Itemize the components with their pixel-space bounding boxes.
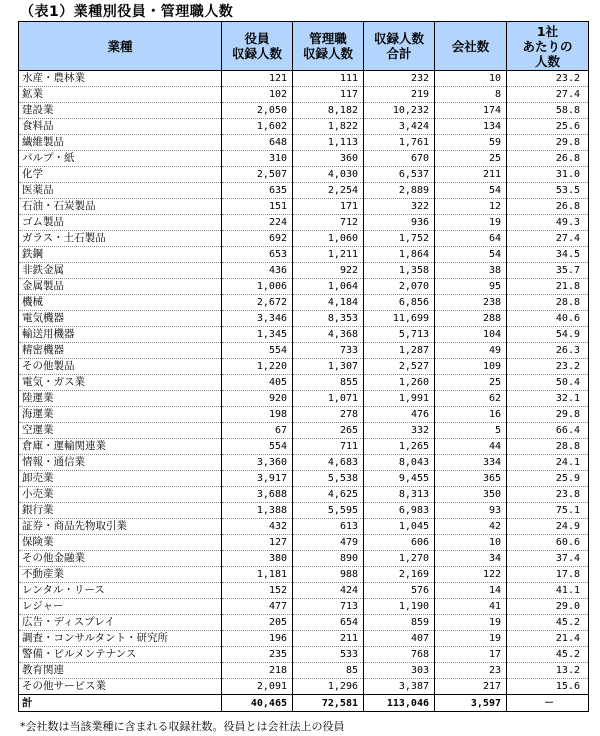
- companies-cell: 16: [435, 407, 507, 423]
- table-row: [19, 407, 589, 423]
- per-company-cell: 26.8: [507, 199, 589, 215]
- managers-cell: 117: [293, 87, 364, 103]
- managers-cell: 479: [293, 535, 364, 551]
- industry-cell: 空運業: [19, 423, 222, 439]
- header-officers: 役員 収録人数: [222, 22, 293, 71]
- officers-cell: 1,181: [222, 567, 293, 583]
- officers-cell: 102: [222, 87, 293, 103]
- table-row: [19, 199, 589, 215]
- table-row: [19, 231, 589, 247]
- per-company-cell: 26.3: [507, 343, 589, 359]
- companies-cell: 288: [435, 311, 507, 327]
- header-row: [19, 22, 589, 71]
- industry-cell: 鉱業: [19, 87, 222, 103]
- table-row: [19, 247, 589, 263]
- total-cell: 5,713: [364, 327, 435, 343]
- officers-cell: 3,346: [222, 311, 293, 327]
- managers-cell: 424: [293, 583, 364, 599]
- managers-cell: 988: [293, 567, 364, 583]
- officers-cell: 218: [222, 663, 293, 679]
- companies-cell: 95: [435, 279, 507, 295]
- companies-cell: 334: [435, 455, 507, 471]
- officers-cell: 653: [222, 247, 293, 263]
- managers-cell: 1,211: [293, 247, 364, 263]
- per-company-cell: 35.7: [507, 263, 589, 279]
- officers-cell: 477: [222, 599, 293, 615]
- companies-cell: 109: [435, 359, 507, 375]
- industry-cell: 銀行業: [19, 503, 222, 519]
- industry-cell: パルプ・紙: [19, 151, 222, 167]
- table-row: [19, 471, 589, 487]
- managers-cell: 4,030: [293, 167, 364, 183]
- companies-cell: 62: [435, 391, 507, 407]
- managers-cell: 171: [293, 199, 364, 215]
- managers-cell: 533: [293, 647, 364, 663]
- total-cell: 407: [364, 631, 435, 647]
- companies-cell: 17: [435, 647, 507, 663]
- total-cell: 576: [364, 583, 435, 599]
- managers-cell: 360: [293, 151, 364, 167]
- officers-cell: 648: [222, 135, 293, 151]
- managers-cell: 8,353: [293, 311, 364, 327]
- per-company-cell: 66.4: [507, 423, 589, 439]
- total-companies: 3,597: [435, 695, 507, 712]
- officers-cell: 224: [222, 215, 293, 231]
- companies-cell: 54: [435, 247, 507, 263]
- managers-cell: 922: [293, 263, 364, 279]
- total-cell: 2,527: [364, 359, 435, 375]
- industry-cell: 卸売業: [19, 471, 222, 487]
- officers-cell: 2,050: [222, 103, 293, 119]
- managers-cell: 5,538: [293, 471, 364, 487]
- companies-cell: 59: [435, 135, 507, 151]
- total-cell: 1,260: [364, 375, 435, 391]
- total-cell: 1,761: [364, 135, 435, 151]
- table-row: [19, 311, 589, 327]
- companies-cell: 5: [435, 423, 507, 439]
- table-row: [19, 615, 589, 631]
- officers-cell: 692: [222, 231, 293, 247]
- per-company-cell: 27.4: [507, 87, 589, 103]
- per-company-cell: 29.8: [507, 407, 589, 423]
- total-cell: 8,313: [364, 487, 435, 503]
- officers-cell: 554: [222, 343, 293, 359]
- managers-cell: 5,595: [293, 503, 364, 519]
- per-company-cell: 45.2: [507, 647, 589, 663]
- per-company-cell: 34.5: [507, 247, 589, 263]
- header-companies: 会社数: [435, 22, 507, 71]
- table-row: [19, 183, 589, 199]
- officers-cell: 920: [222, 391, 293, 407]
- total-cell: 859: [364, 615, 435, 631]
- table-row: [19, 647, 589, 663]
- table-row: [19, 215, 589, 231]
- per-company-cell: 41.1: [507, 583, 589, 599]
- managers-cell: 1,113: [293, 135, 364, 151]
- per-company-cell: 23.2: [507, 359, 589, 375]
- managers-cell: 711: [293, 439, 364, 455]
- table-row: [19, 295, 589, 311]
- per-company-cell: 23.8: [507, 487, 589, 503]
- companies-cell: 10: [435, 535, 507, 551]
- total-cell: 1,864: [364, 247, 435, 263]
- industry-cell: 建設業: [19, 103, 222, 119]
- officers-cell: 235: [222, 647, 293, 663]
- managers-cell: 1,307: [293, 359, 364, 375]
- industry-cell: 食料品: [19, 119, 222, 135]
- total-cell: 1,270: [364, 551, 435, 567]
- total-cell: 606: [364, 535, 435, 551]
- total-cell: 303: [364, 663, 435, 679]
- industry-cell: 医薬品: [19, 183, 222, 199]
- table-title: （表1）業種別役員・管理職人数: [20, 4, 234, 20]
- total-total: 113,046: [364, 695, 435, 712]
- industry-cell: 証券・商品先物取引業: [19, 519, 222, 535]
- industry-cell: ガラス・土石製品: [19, 231, 222, 247]
- per-company-cell: 21.8: [507, 279, 589, 295]
- industry-cell: 化学: [19, 167, 222, 183]
- industry-cell: 金属製品: [19, 279, 222, 295]
- table-row: [19, 87, 589, 103]
- managers-cell: 85: [293, 663, 364, 679]
- table-row: [19, 375, 589, 391]
- table-row: [19, 439, 589, 455]
- industry-cell: 鉄鋼: [19, 247, 222, 263]
- per-company-cell: 75.1: [507, 503, 589, 519]
- industry-cell: 不動産業: [19, 567, 222, 583]
- industry-cell: 小売業: [19, 487, 222, 503]
- industry-cell: 調査・コンサルタント・研究所: [19, 631, 222, 647]
- total-cell: 1,358: [364, 263, 435, 279]
- per-company-cell: 49.3: [507, 215, 589, 231]
- managers-cell: 1,060: [293, 231, 364, 247]
- per-company-cell: 50.4: [507, 375, 589, 391]
- companies-cell: 49: [435, 343, 507, 359]
- total-cell: 2,070: [364, 279, 435, 295]
- table-row: [19, 359, 589, 375]
- industry-cell: 機械: [19, 295, 222, 311]
- total-cell: 219: [364, 87, 435, 103]
- table-row: [19, 631, 589, 647]
- total-cell: 11,699: [364, 311, 435, 327]
- companies-cell: 10: [435, 71, 507, 87]
- per-company-cell: 29.8: [507, 135, 589, 151]
- industry-cell: 情報・通信業: [19, 455, 222, 471]
- per-company-cell: 21.4: [507, 631, 589, 647]
- officers-cell: 2,507: [222, 167, 293, 183]
- companies-cell: 44: [435, 439, 507, 455]
- companies-cell: 238: [435, 295, 507, 311]
- companies-cell: 134: [435, 119, 507, 135]
- managers-cell: 265: [293, 423, 364, 439]
- industry-cell: その他製品: [19, 359, 222, 375]
- managers-cell: 1,822: [293, 119, 364, 135]
- table-row: [19, 487, 589, 503]
- total-cell: 3,387: [364, 679, 435, 695]
- per-company-cell: 54.9: [507, 327, 589, 343]
- total-cell: 2,889: [364, 183, 435, 199]
- table-row: [19, 279, 589, 295]
- officers-cell: 436: [222, 263, 293, 279]
- total-cell: 670: [364, 151, 435, 167]
- officers-cell: 1,345: [222, 327, 293, 343]
- table-row: [19, 423, 589, 439]
- table-row: [19, 455, 589, 471]
- officers-cell: 2,672: [222, 295, 293, 311]
- managers-cell: 1,071: [293, 391, 364, 407]
- officers-cell: 152: [222, 583, 293, 599]
- total-cell: 1,991: [364, 391, 435, 407]
- total-cell: 1,265: [364, 439, 435, 455]
- footnote: *会社数は当該業種に含まれる収録社数。役員とは会社法上の役員: [20, 720, 345, 733]
- officers-cell: 3,360: [222, 455, 293, 471]
- table-row: [19, 263, 589, 279]
- managers-cell: 8,182: [293, 103, 364, 119]
- per-company-cell: 27.4: [507, 231, 589, 247]
- officers-cell: 1,388: [222, 503, 293, 519]
- industry-cell: 海運業: [19, 407, 222, 423]
- managers-cell: 890: [293, 551, 364, 567]
- total-cell: 6,983: [364, 503, 435, 519]
- total-label: 計: [19, 695, 222, 712]
- officers-cell: 67: [222, 423, 293, 439]
- officers-cell: 127: [222, 535, 293, 551]
- officers-cell: 310: [222, 151, 293, 167]
- managers-cell: 278: [293, 407, 364, 423]
- total-per-company: －: [507, 695, 589, 712]
- per-company-cell: 13.2: [507, 663, 589, 679]
- total-cell: 9,455: [364, 471, 435, 487]
- table-row: [19, 663, 589, 679]
- companies-cell: 19: [435, 615, 507, 631]
- table-row: [19, 119, 589, 135]
- industry-cell: 電気機器: [19, 311, 222, 327]
- companies-cell: 104: [435, 327, 507, 343]
- managers-cell: 1,064: [293, 279, 364, 295]
- companies-cell: 12: [435, 199, 507, 215]
- industry-cell: その他金融業: [19, 551, 222, 567]
- officers-cell: 205: [222, 615, 293, 631]
- companies-cell: 34: [435, 551, 507, 567]
- companies-cell: 122: [435, 567, 507, 583]
- industry-cell: 陸運業: [19, 391, 222, 407]
- managers-cell: 111: [293, 71, 364, 87]
- companies-cell: 174: [435, 103, 507, 119]
- table-row: [19, 343, 589, 359]
- managers-cell: 712: [293, 215, 364, 231]
- companies-cell: 14: [435, 583, 507, 599]
- total-cell: 936: [364, 215, 435, 231]
- managers-cell: 4,368: [293, 327, 364, 343]
- total-cell: 232: [364, 71, 435, 87]
- per-company-cell: 58.8: [507, 103, 589, 119]
- total-cell: 10,232: [364, 103, 435, 119]
- total-cell: 6,856: [364, 295, 435, 311]
- per-company-cell: 25.6: [507, 119, 589, 135]
- companies-cell: 54: [435, 183, 507, 199]
- officers-cell: 196: [222, 631, 293, 647]
- total-cell: 3,424: [364, 119, 435, 135]
- table-row: [19, 391, 589, 407]
- total-row: [19, 695, 589, 712]
- per-company-cell: 60.6: [507, 535, 589, 551]
- per-company-cell: 26.8: [507, 151, 589, 167]
- managers-cell: 4,184: [293, 295, 364, 311]
- managers-cell: 855: [293, 375, 364, 391]
- table-row: [19, 583, 589, 599]
- total-cell: 1,752: [364, 231, 435, 247]
- officers-cell: 3,688: [222, 487, 293, 503]
- officers-cell: 635: [222, 183, 293, 199]
- companies-cell: 23: [435, 663, 507, 679]
- total-cell: 8,043: [364, 455, 435, 471]
- managers-cell: 4,683: [293, 455, 364, 471]
- officers-cell: 432: [222, 519, 293, 535]
- managers-cell: 1,296: [293, 679, 364, 695]
- table-row: [19, 551, 589, 567]
- table-row: [19, 327, 589, 343]
- industry-cell: レンタル・リース: [19, 583, 222, 599]
- per-company-cell: 32.1: [507, 391, 589, 407]
- companies-cell: 365: [435, 471, 507, 487]
- officers-cell: 405: [222, 375, 293, 391]
- companies-cell: 217: [435, 679, 507, 695]
- per-company-cell: 24.9: [507, 519, 589, 535]
- industry-cell: 警備・ビルメンテナンス: [19, 647, 222, 663]
- managers-cell: 4,625: [293, 487, 364, 503]
- total-cell: 322: [364, 199, 435, 215]
- industry-cell: 非鉄金属: [19, 263, 222, 279]
- total-cell: 1,287: [364, 343, 435, 359]
- total-cell: 768: [364, 647, 435, 663]
- industry-cell: 教育関連: [19, 663, 222, 679]
- header-total: 収録人数 合計: [364, 22, 435, 71]
- total-cell: 1,190: [364, 599, 435, 615]
- managers-cell: 733: [293, 343, 364, 359]
- officers-cell: 3,917: [222, 471, 293, 487]
- per-company-cell: 40.6: [507, 311, 589, 327]
- officers-cell: 380: [222, 551, 293, 567]
- per-company-cell: 25.9: [507, 471, 589, 487]
- managers-cell: 211: [293, 631, 364, 647]
- per-company-cell: 28.8: [507, 439, 589, 455]
- companies-cell: 93: [435, 503, 507, 519]
- per-company-cell: 28.8: [507, 295, 589, 311]
- table-row: [19, 679, 589, 695]
- industry-cell: ゴム製品: [19, 215, 222, 231]
- table-row: [19, 567, 589, 583]
- industry-cell: 繊維製品: [19, 135, 222, 151]
- industry-cell: 精密機器: [19, 343, 222, 359]
- officers-cell: 198: [222, 407, 293, 423]
- officers-cell: 554: [222, 439, 293, 455]
- officers-cell: 1,602: [222, 119, 293, 135]
- total-cell: 6,537: [364, 167, 435, 183]
- total-officers: 40,465: [222, 695, 293, 712]
- officers-cell: 1,220: [222, 359, 293, 375]
- header-managers: 管理職 収録人数: [293, 22, 364, 71]
- companies-cell: 211: [435, 167, 507, 183]
- total-managers: 72,581: [293, 695, 364, 712]
- total-cell: 1,045: [364, 519, 435, 535]
- industry-cell: 石油・石炭製品: [19, 199, 222, 215]
- industry-cell: 保険業: [19, 535, 222, 551]
- header-industry: 業種: [19, 22, 222, 71]
- officers-cell: 121: [222, 71, 293, 87]
- table-row: [19, 599, 589, 615]
- table-row: [19, 519, 589, 535]
- per-company-cell: 37.4: [507, 551, 589, 567]
- companies-cell: 64: [435, 231, 507, 247]
- industry-cell: 輸送用機器: [19, 327, 222, 343]
- managers-cell: 654: [293, 615, 364, 631]
- per-company-cell: 31.0: [507, 167, 589, 183]
- industry-cell: 水産・農林業: [19, 71, 222, 87]
- table-row: [19, 71, 589, 87]
- table-row: [19, 503, 589, 519]
- companies-cell: 25: [435, 375, 507, 391]
- companies-cell: 42: [435, 519, 507, 535]
- table-row: [19, 151, 589, 167]
- industry-table: [18, 21, 589, 712]
- companies-cell: 19: [435, 631, 507, 647]
- officers-cell: 2,091: [222, 679, 293, 695]
- companies-cell: 8: [435, 87, 507, 103]
- per-company-cell: 45.2: [507, 615, 589, 631]
- per-company-cell: 53.5: [507, 183, 589, 199]
- managers-cell: 613: [293, 519, 364, 535]
- per-company-cell: 29.0: [507, 599, 589, 615]
- per-company-cell: 23.2: [507, 71, 589, 87]
- companies-cell: 19: [435, 215, 507, 231]
- industry-cell: 倉庫・運輸関連業: [19, 439, 222, 455]
- table-row: [19, 535, 589, 551]
- total-cell: 476: [364, 407, 435, 423]
- header-per-company: 1社 あたりの 人数: [507, 22, 589, 71]
- total-cell: 2,169: [364, 567, 435, 583]
- managers-cell: 2,254: [293, 183, 364, 199]
- industry-cell: その他サービス業: [19, 679, 222, 695]
- table-row: [19, 135, 589, 151]
- per-company-cell: 17.8: [507, 567, 589, 583]
- industry-cell: 広告・ディスプレイ: [19, 615, 222, 631]
- companies-cell: 38: [435, 263, 507, 279]
- table-body: [19, 71, 589, 695]
- officers-cell: 151: [222, 199, 293, 215]
- per-company-cell: 24.1: [507, 455, 589, 471]
- companies-cell: 350: [435, 487, 507, 503]
- table-row: [19, 167, 589, 183]
- per-company-cell: 15.6: [507, 679, 589, 695]
- officers-cell: 1,006: [222, 279, 293, 295]
- companies-cell: 41: [435, 599, 507, 615]
- industry-cell: レジャー: [19, 599, 222, 615]
- companies-cell: 25: [435, 151, 507, 167]
- managers-cell: 713: [293, 599, 364, 615]
- industry-cell: 電気・ガス業: [19, 375, 222, 391]
- table-row: [19, 103, 589, 119]
- total-cell: 332: [364, 423, 435, 439]
